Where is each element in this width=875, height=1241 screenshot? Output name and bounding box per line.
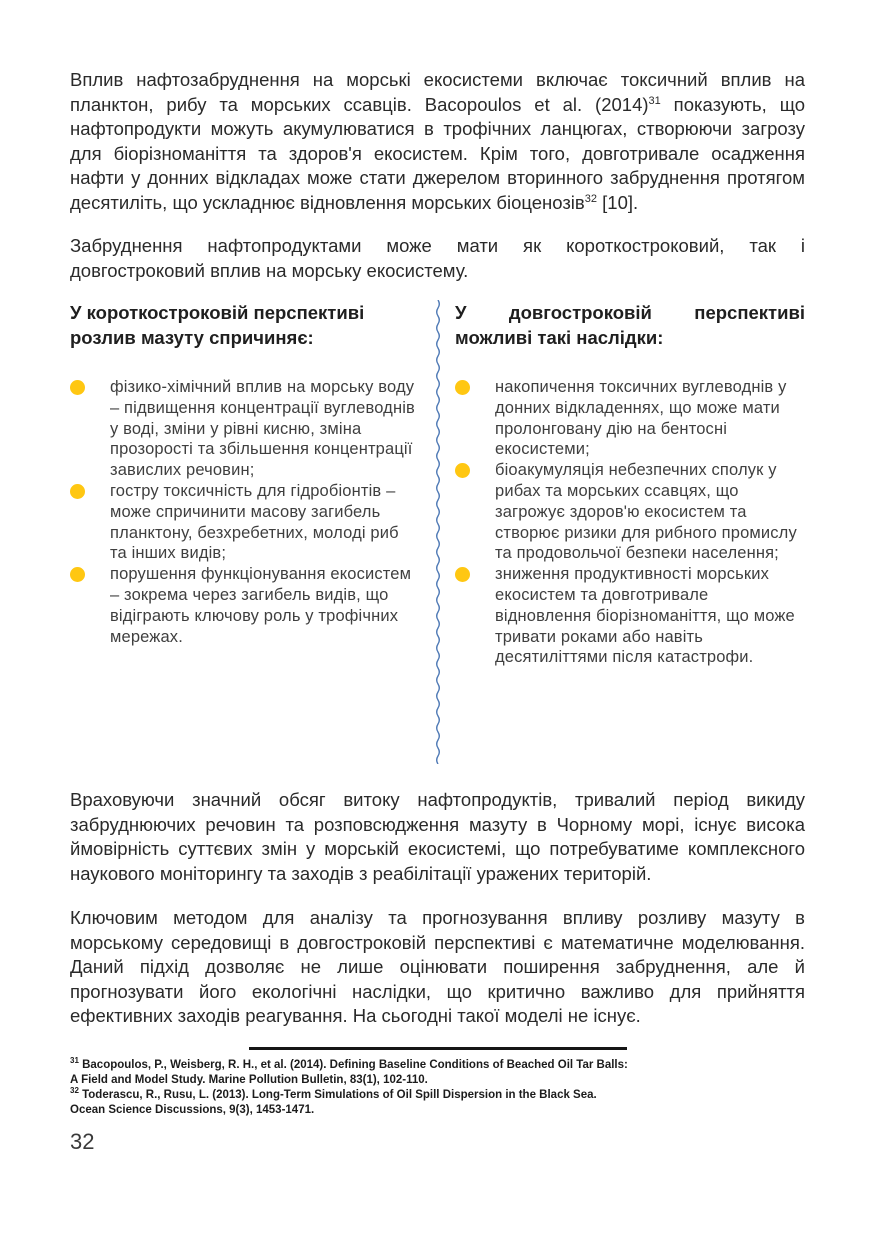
list-item: [70, 564, 420, 647]
list-item: [70, 481, 420, 564]
long-term-column: [455, 300, 805, 764]
list-item: [455, 564, 805, 668]
bullet-dot-icon: [70, 567, 85, 582]
short-term-list: [70, 377, 420, 647]
list-item: [455, 377, 805, 460]
list-item-text: гостру токсичність для гідробіонтів – може спричинити масову загибель планктону, безхребетних, молоді риб та інших видів;: [110, 481, 399, 563]
footnote: $^{32}$ Toderascu, R., Rusu, L. (2013). Long-Term Simulations of Oil Spill Dispersion in the Black Sea. Ocean Science Discussions, 9(3), 1453-1471.: [70, 1085, 597, 1116]
short-term-column: [70, 300, 420, 764]
list-item-text: біоакумуляція небезпечних сполук у рибах та морських ссавцях, що загрожує здоров'ю екосистем та створює ризики для рибного промислу та продовольчої безпеки населення;: [495, 461, 797, 563]
column-divider: [420, 300, 455, 764]
footnote-reference: 32: [584, 192, 597, 205]
footnotes-block: [70, 1055, 630, 1118]
footnote-number: 32: [70, 1085, 79, 1095]
short-term-heading: У короткостроковій перспективі розлив мазуту спричиняє:: [70, 302, 365, 348]
bullet-dot-icon: [455, 380, 470, 395]
footnote: $^{31}$ Bacopoulos, P., Weisberg, R. H., et al. (2014). Defining Baseline Conditions of Beached Oil Tar Balls: A Field and Model Study. Marine Pollution Bulletin, 83(1), 102-110.: [70, 1055, 628, 1086]
bullet-dot-icon: [70, 380, 85, 395]
list-item-text: порушення функціонування екосистем – зокрема через загибель видів, що відіграють ключову роль у трофічних мережах.: [110, 565, 412, 646]
page-number: 32: [70, 1128, 95, 1154]
paragraph-monitoring: Враховуючи значний обсяг витоку нафтопродуктів, тривалий період викиду забруднюючих речовин та розповсюдження мазуту в Чорному морі, існує висока ймовірність суттєвих змін у морській екосистемі, що потребуватиме комплексного наукового моніторингу та заходів з реабілітації уражених територій.: [70, 789, 805, 884]
paragraph-modeling: Ключовим методом для аналізу та прогнозування впливу розливу мазуту в морському середовищі в довгостроковій перспективі є математичне моделювання. Даний підхід дозволяє не лише оцінювати поширення забруднення, але й прогнозувати його екологічні наслідки, що критично важливо для прийняття ефективних заходів реагування. На сьогодні такої моделі не існує.: [70, 907, 805, 1026]
list-item: [455, 460, 805, 564]
long-term-heading: У довгостроковій перспективі можливі такі наслідки:: [455, 302, 805, 348]
list-item-text: фізико-хімічний вплив на морську воду – підвищення концентрації вуглеводнів у воді, зміни у рівні кисню, зміна прозорості та збільшення концентрації завислих речовин;: [110, 378, 415, 480]
footnote-number: 31: [70, 1055, 79, 1065]
comparison-columns: [70, 300, 805, 764]
bullet-dot-icon: [455, 463, 470, 478]
list-item: [70, 377, 420, 481]
bullet-dot-icon: [455, 567, 470, 582]
footnote-separator: [249, 1047, 627, 1050]
bullet-dot-icon: [70, 484, 85, 499]
wavy-divider-icon: [434, 300, 442, 764]
paragraph-short-long-term: Забруднення нафтопродуктами може мати як короткостроковий, так і довгостроковий вплив на морську екосистему.: [70, 235, 805, 281]
paragraph-oil-impact: Вплив нафтозабруднення на морські екосистеми включає токсичний вплив на планктон, рибу та морських ссавців. Bacopoulos et al. $(2014)^{31}$ показують, що нафтопродукти можуть акумулюватися в трофічних ланцюгах, створюючи загрозу для біорізноманіття та здоров'я екосистем. Крім того, довготривале осадження нафти у донних відкладах може стати джерелом вторинного забруднення протягом десятиліть, що ускладнює відновлення морських біоценозів$^{32}$ [10].: [70, 69, 806, 213]
list-item-text: зниження продуктивності морських екосистем та довготривале відновлення біорізноманіття, що може тривати роками або навіть десятиліттями після катастрофи.: [495, 565, 795, 667]
list-item-text: накопичення токсичних вуглеводнів у донних відкладеннях, що може мати пролонговану дію на бентосні екосистеми;: [495, 378, 787, 459]
long-term-list: [455, 377, 805, 668]
footnote-reference: 31: [648, 94, 661, 107]
